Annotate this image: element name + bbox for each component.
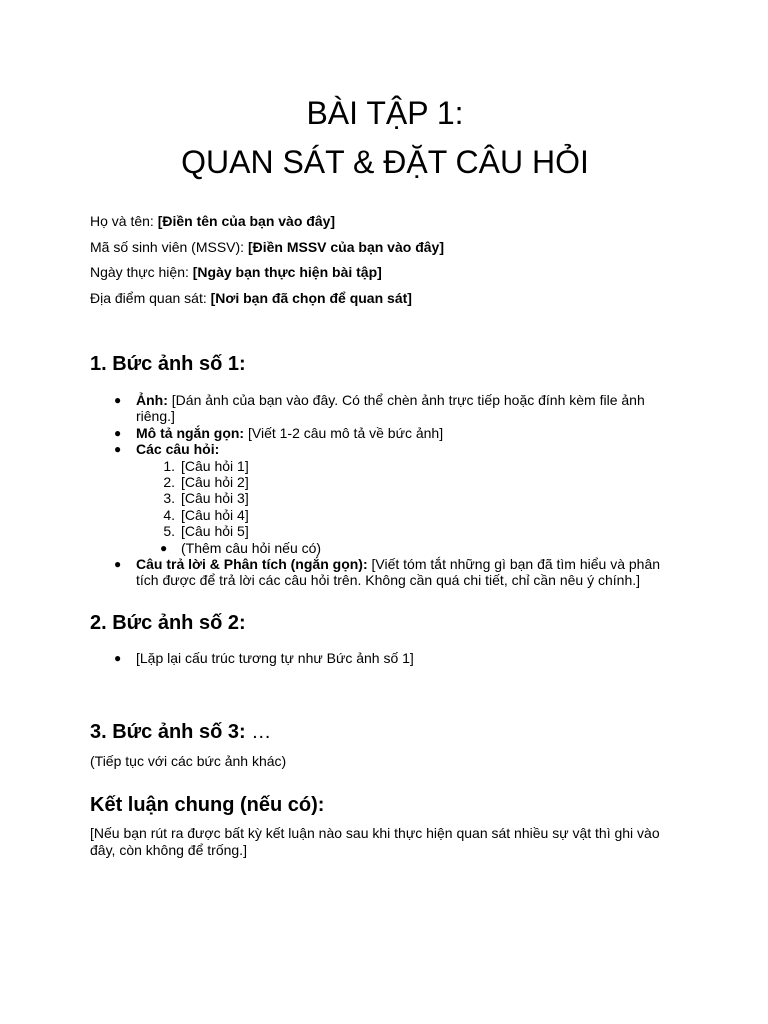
list-item-photo	[90, 392, 680, 425]
info-id-label: Mã số sinh viên (MSSV):	[90, 239, 248, 255]
question-text: [Câu hỏi 3]	[181, 490, 249, 507]
bullet-icon: ●	[160, 540, 168, 555]
info-name-row	[90, 212, 335, 230]
title-line-2: QUAN SÁT & ĐẶT CÂU HỎI	[181, 144, 589, 180]
info-place-label: Địa điểm quan sát:	[90, 290, 211, 306]
bullet-icon: ●	[114, 651, 122, 665]
question-text: [Câu hỏi 4]	[181, 506, 249, 523]
section-3-note: (Tiếp tục với các bức ảnh khác)	[90, 753, 287, 769]
question-number: 2.	[163, 474, 175, 491]
section-3-heading	[90, 719, 271, 745]
photo-label: Ảnh:	[136, 392, 168, 408]
section-3-heading-ellipsis: …	[245, 721, 272, 743]
info-place-value: [Nơi bạn đã chọn để quan sát]	[210, 290, 412, 306]
info-date-row	[90, 263, 382, 281]
list-item	[160, 539, 680, 556]
questions-list	[136, 458, 680, 556]
conclusion-text: [Nếu bạn rút ra được bất kỳ kết luận nào sau khi thực hiện quan sát nhiều sự vật thì ghi vào đây, còn không để trống.]	[90, 825, 660, 858]
answer-text: [Viết tóm tắt những gì bạn đã tìm hiểu và phân tích được để trả lời các câu hỏi trên. Không cần quá chi tiết, chỉ cần nêu ý chính.]	[136, 556, 661, 589]
bullet-icon: ●	[114, 442, 122, 457]
description-text: [Viết 1-2 câu mô tả về bức ảnh]	[244, 424, 444, 441]
info-id-row	[90, 238, 444, 256]
info-name-label: Họ và tên:	[90, 213, 158, 229]
question-text: [Câu hỏi 2]	[181, 474, 249, 491]
question-number: 3.	[163, 490, 175, 507]
list-item-description	[90, 425, 680, 441]
question-number: 1.	[163, 457, 175, 474]
photo-text: [Dán ảnh của bạn vào đây. Có thể chèn ảnh trực tiếp hoặc đính kèm file ảnh riêng.]	[136, 392, 645, 425]
list-item	[163, 523, 680, 540]
section-2-list	[90, 650, 680, 666]
questions-label: Các câu hỏi:	[136, 441, 220, 458]
info-date-label: Ngày thực hiện:	[90, 264, 193, 280]
bullet-icon: ●	[114, 393, 122, 407]
question-text: [Câu hỏi 1]	[181, 457, 249, 474]
list-item	[90, 650, 680, 666]
section-1-heading: 1. Bức ảnh số 1:	[90, 353, 246, 375]
info-place-row	[90, 289, 412, 307]
section-2-item-text: [Lặp lại cấu trúc tương tự như Bức ảnh số 1]	[136, 650, 414, 666]
question-text: [Câu hỏi 5]	[181, 523, 249, 540]
list-item-answer	[90, 556, 680, 589]
more-questions-text: (Thêm câu hỏi nếu có)	[181, 539, 322, 556]
answer-label: Câu trả lời & Phân tích (ngắn gọn):	[136, 556, 368, 573]
list-item	[163, 474, 680, 491]
info-date-value: [Ngày bạn thực hiện bài tập]	[192, 264, 382, 280]
question-number: 4.	[163, 506, 175, 523]
section-2-heading: 2. Bức ảnh số 2:	[90, 612, 246, 634]
bullet-icon: ●	[114, 557, 122, 572]
list-item	[163, 506, 680, 523]
info-id-value: [Điền MSSV của bạn vào đây]	[247, 239, 444, 255]
bullet-icon: ●	[114, 425, 122, 440]
list-item	[163, 457, 680, 474]
title-line-1: BÀI TẬP 1:	[306, 95, 464, 131]
info-name-value: [Điền tên của bạn vào đây]	[157, 213, 336, 229]
list-item-questions	[90, 441, 680, 556]
description-label: Mô tả ngắn gọn:	[136, 424, 245, 441]
section-3-heading-text: 3. Bức ảnh số 3:	[90, 721, 246, 743]
section-1-list	[90, 392, 680, 589]
question-number: 5.	[163, 523, 175, 540]
conclusion-heading: Kết luận chung (nếu có):	[90, 794, 325, 816]
list-item	[163, 490, 680, 507]
